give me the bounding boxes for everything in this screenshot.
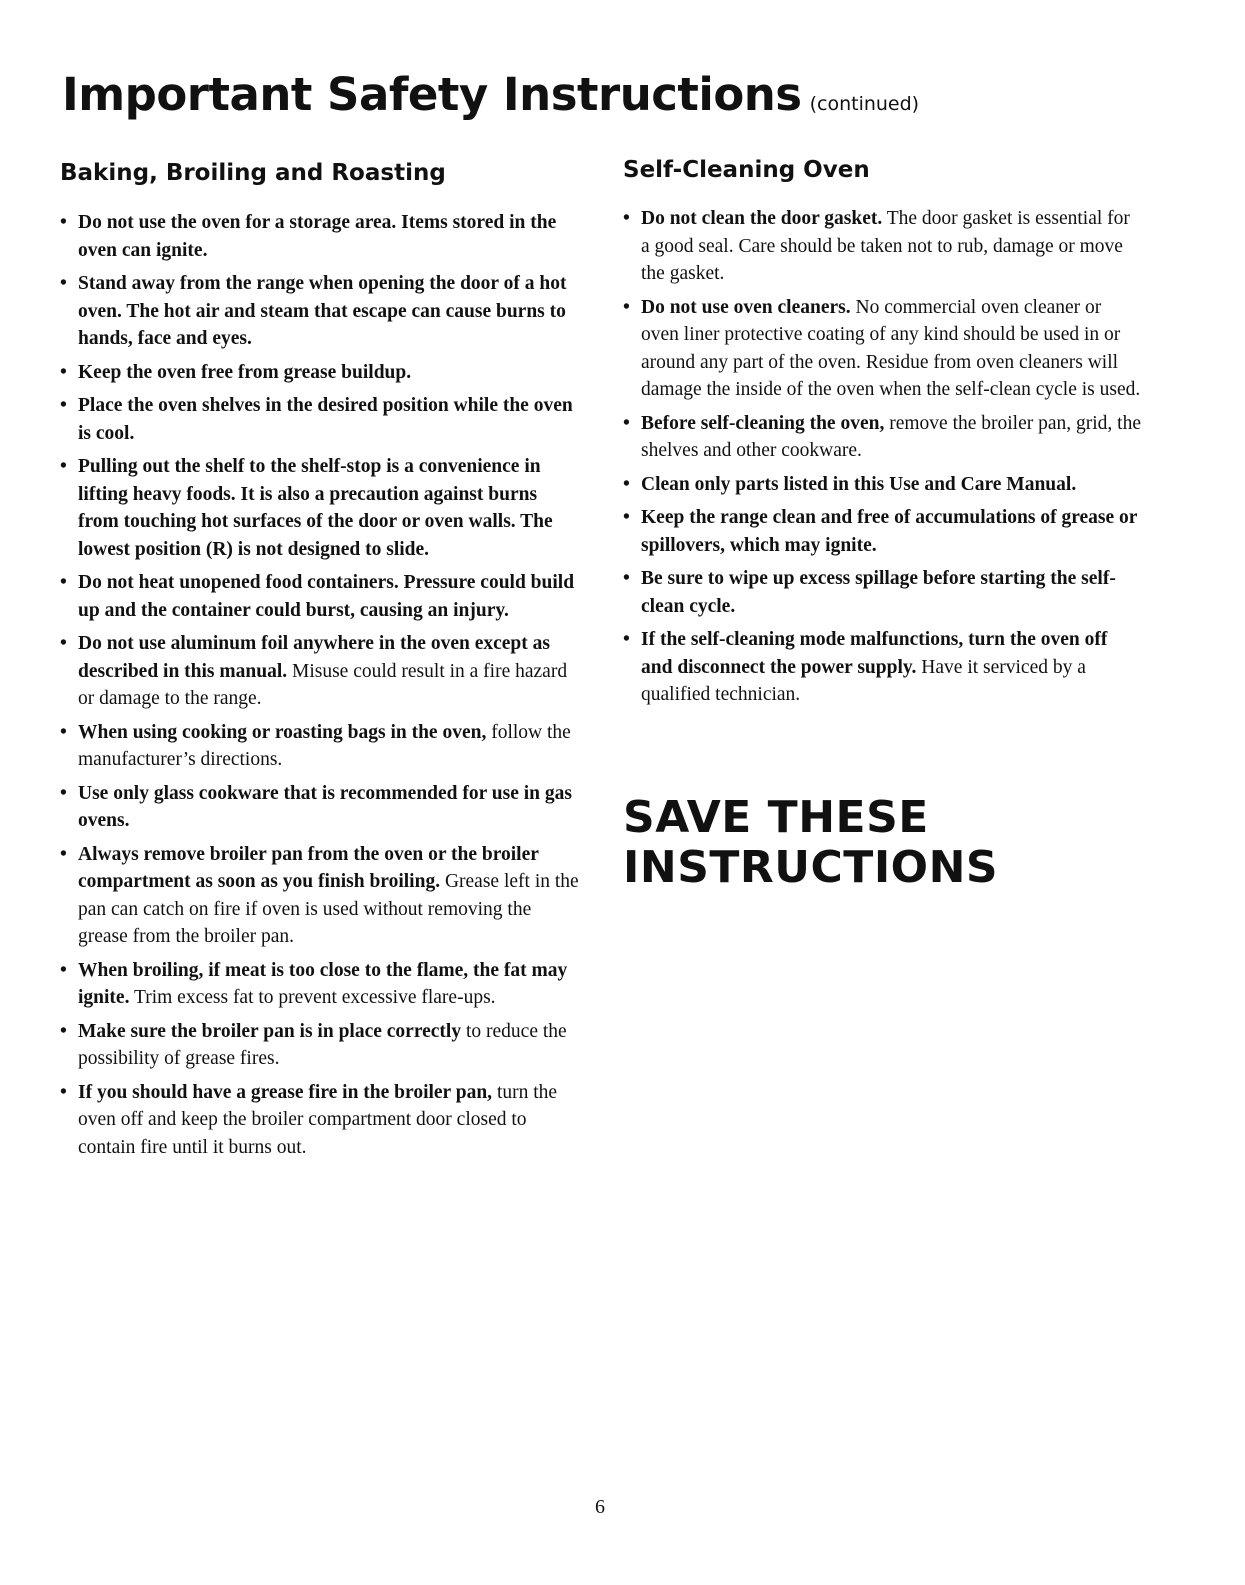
title-continued-note: (continued) xyxy=(809,93,920,115)
bullet-icon: • xyxy=(60,721,67,743)
save-banner-line-2: INSTRUCTIONS xyxy=(623,842,999,893)
save-banner-line-1: SAVE THESE xyxy=(623,792,929,843)
bullet-icon: • xyxy=(623,568,630,589)
save-these-instructions-banner xyxy=(623,793,998,893)
bullet-icon: • xyxy=(623,629,630,650)
bullet-icon: • xyxy=(60,633,67,654)
list-item: • When using cooking or roasting bags in the oven, follow the manufacturer’s directions. xyxy=(60,719,580,774)
bullet-icon: • xyxy=(623,507,630,528)
section-heading-baking: Baking, Broiling and Roasting xyxy=(60,160,446,186)
list-item: • Before self-cleaning the oven, remove the broiler pan, grid, the shelves and other cookware. xyxy=(623,410,1143,465)
list-item: • When broiling, if meat is too close to the flame, the fat may ignite. Trim excess fat to prevent excessive flare-ups. xyxy=(60,957,580,1012)
list-item: • Place the oven shelves in the desired position while the oven is cool. xyxy=(60,392,580,447)
bullet-icon: • xyxy=(623,412,630,434)
list-item: • Be sure to wipe up excess spillage before starting the self-clean cycle. xyxy=(623,565,1143,620)
bullet-icon: • xyxy=(60,1020,67,1042)
section-heading-self-cleaning: Self-Cleaning Oven xyxy=(623,157,870,183)
bullet-icon: • xyxy=(623,208,630,229)
list-item: • Do not use oven cleaners. No commercial oven cleaner or oven liner protective coating of any kind should be used in or around any part of the oven. Residue from oven cleaners will damage the inside of the oven when the self-clean cycle is used. xyxy=(623,294,1143,404)
list-item: • If the self-cleaning mode malfunctions, turn the oven off and disconnect the power supply. Have it serviced by a qualified technician. xyxy=(623,626,1143,709)
list-item: • Do not use aluminum foil anywhere in the oven except as described in this manual. Misuse could result in a fire hazard or damage to the range. xyxy=(60,630,580,713)
list-item: • Do not heat unopened food containers. Pressure could build up and the container could burst, causing an injury. xyxy=(60,569,580,624)
baking-instructions-list xyxy=(60,209,580,1167)
list-item: • Always remove broiler pan from the oven or the broiler compartment as soon as you finish broiling. Grease left in the pan can catch on fire if oven is used without removing the grease from the broiler pan. xyxy=(60,841,580,951)
bullet-icon: • xyxy=(60,273,67,294)
list-item: • Do not clean the door gasket. The door gasket is essential for a good seal. Care should be taken not to rub, damage or move the gasket. xyxy=(623,205,1143,288)
page-number: 6 xyxy=(595,1496,605,1518)
list-item: • Make sure the broiler pan is in place correctly to reduce the possibility of grease fires. xyxy=(60,1018,580,1073)
bullet-icon: • xyxy=(623,296,630,318)
page-title-row xyxy=(62,68,919,121)
list-item: • Clean only parts listed in this Use and Care Manual. xyxy=(623,471,1143,499)
self-cleaning-instructions-list xyxy=(623,205,1143,715)
list-item: • If you should have a grease fire in the broiler pan, turn the oven off and keep the broiler compartment door closed to contain fire until it burns out. xyxy=(60,1079,580,1162)
list-item: • Stand away from the range when opening the door of a hot oven. The hot air and steam that escape can cause burns to hands, face and eyes. xyxy=(60,270,580,353)
list-item: • Pulling out the shelf to the shelf-stop is a convenience in lifting heavy foods. It is also a precaution against burns from touching hot surfaces of the door or oven walls. The lowest position (R) is not designed to slide. xyxy=(60,453,580,563)
bullet-icon: • xyxy=(60,361,67,383)
bullet-icon: • xyxy=(623,473,630,495)
bullet-icon: • xyxy=(60,212,67,233)
bullet-icon: • xyxy=(60,843,67,865)
bullet-icon: • xyxy=(60,572,67,593)
bullet-icon: • xyxy=(60,1081,67,1103)
bullet-icon: • xyxy=(60,395,67,416)
page-title: Important Safety Instructions xyxy=(62,68,802,121)
bullet-icon: • xyxy=(60,456,67,477)
list-item: • Use only glass cookware that is recommended for use in gas ovens. xyxy=(60,780,580,835)
list-item: • Keep the range clean and free of accumulations of grease or spillovers, which may ignite. xyxy=(623,504,1143,559)
bullet-icon: • xyxy=(60,782,67,804)
list-item: • Do not use the oven for a storage area. Items stored in the oven can ignite. xyxy=(60,209,580,264)
bullet-icon: • xyxy=(60,959,67,981)
list-item: • Keep the oven free from grease buildup. xyxy=(60,359,580,387)
